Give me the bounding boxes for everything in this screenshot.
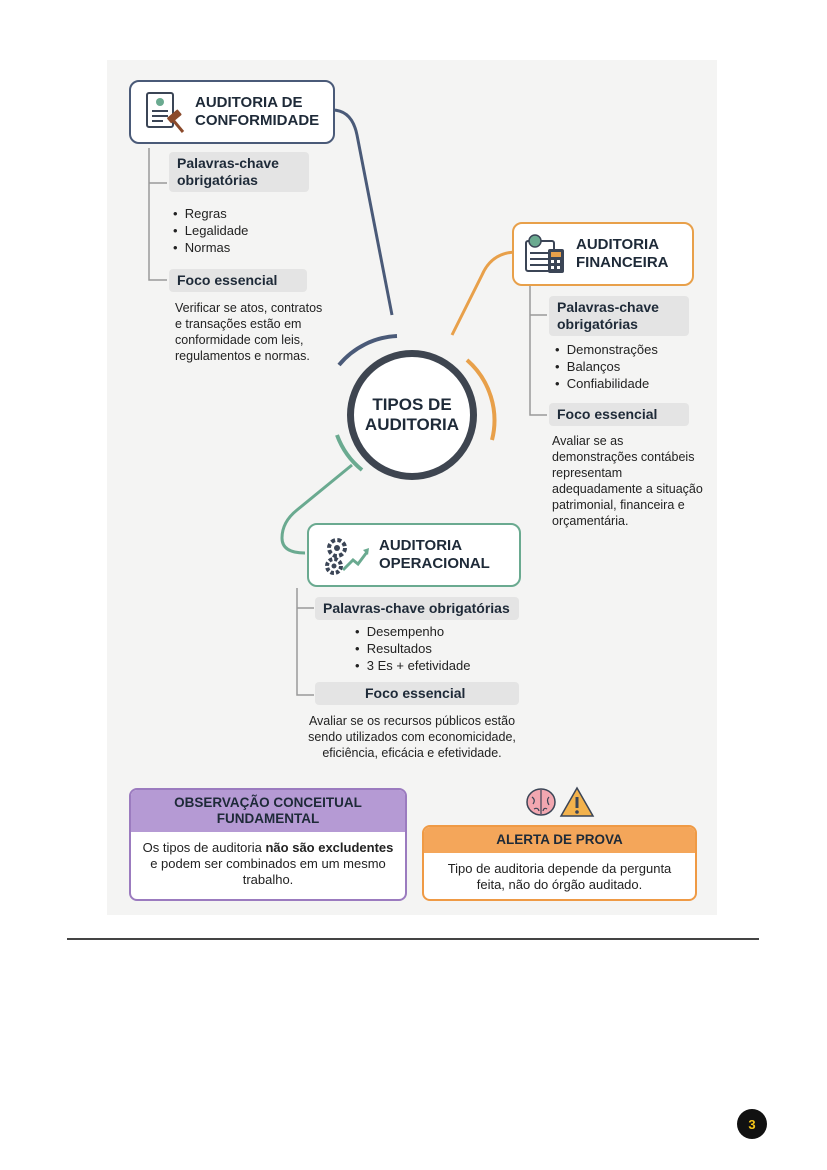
operacional-keywords-list (355, 623, 471, 674)
alerta-text: Tipo de auditoria depende da pergunta feita, não do órgão auditado. (447, 861, 672, 892)
observacao-text-start: Os tipos de auditoria (142, 840, 266, 855)
alerta-box (422, 825, 697, 901)
observacao-text (131, 832, 405, 896)
financeira-title-box (512, 222, 694, 286)
list-item: • Regras (173, 205, 248, 222)
center-circle (347, 350, 477, 480)
financeira-keywords-list (555, 341, 658, 392)
list-item: • Confiabilidade (555, 375, 658, 392)
list-item: • Demonstrações (555, 341, 658, 358)
operacional-keywords-label: Palavras-chave obrigatórias (315, 597, 519, 620)
observacao-title: OBSERVAÇÃO CONCEITUAL FUNDAMENTAL (131, 790, 405, 832)
gears-arrow-icon (321, 532, 371, 578)
center-title: TIPOS DE AUDITORIA (364, 395, 460, 434)
conformidade-keywords-list (173, 205, 248, 256)
observacao-text-bold: não são excludentes (265, 840, 394, 855)
operacional-title: AUDITORIA OPERACIONAL (379, 537, 490, 572)
conformidade-keywords-label: Palavras-chave obrigatórias (169, 152, 309, 192)
conformidade-focus-label: Foco essencial (169, 269, 307, 292)
operacional-focus-text: Avaliar se os recursos públicos estão sendo utilizados com economicidade, eficiência, eficácia e efetividade. (308, 714, 516, 760)
page-number: 3 (737, 1109, 767, 1139)
conformidade-title-box (129, 80, 335, 144)
list-item: • Normas (173, 239, 248, 256)
conformidade-focus-text: Verificar se atos, contratos e transações estão em conformidade com leis, regulamentos e normas. (175, 301, 323, 363)
brain-icon (527, 789, 555, 815)
list-item: • Desempenho (355, 623, 471, 640)
observacao-text-end: e podem ser combinados em um mesmo trabalho. (150, 856, 386, 887)
document-gavel-icon (141, 89, 187, 135)
list-item: • 3 Es + efetividade (355, 657, 471, 674)
infographic (107, 60, 717, 915)
list-item: • Legalidade (173, 222, 248, 239)
observacao-box (129, 788, 407, 901)
warning-icon (561, 788, 593, 816)
financeira-focus-text: Avaliar se as demonstrações contábeis representam adequadamente a situação patrimonial, financeira e orçamentária. (552, 434, 703, 528)
list-item: • Balanços (555, 358, 658, 375)
financeira-keywords-label: Palavras-chave obrigatórias (549, 296, 689, 336)
operacional-title-box (307, 523, 521, 587)
operacional-focus-label: Foco essencial (315, 682, 519, 705)
financeira-focus-label: Foco essencial (549, 403, 689, 426)
alert-icons (525, 785, 595, 821)
conformidade-title: AUDITORIA DE CONFORMIDADE (195, 94, 320, 129)
calculator-chart-icon (522, 231, 568, 277)
financeira-title: AUDITORIA FINANCEIRA (576, 236, 669, 271)
list-item: • Resultados (355, 640, 471, 657)
alerta-title: ALERTA DE PROVA (424, 827, 695, 853)
horizontal-rule (67, 938, 759, 940)
